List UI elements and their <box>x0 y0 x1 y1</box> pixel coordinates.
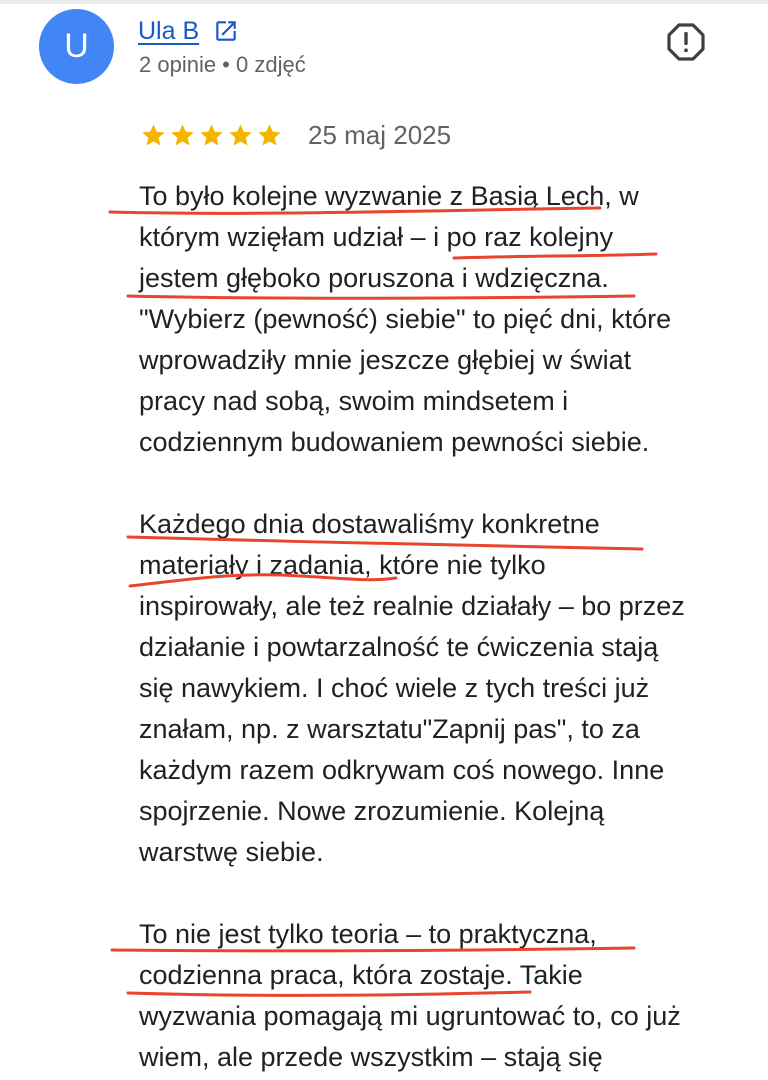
review-text <box>139 176 739 1078</box>
review-line: "Wybierz (pewność) siebie" to pięć dni, które <box>139 304 672 334</box>
star-icon <box>227 122 254 149</box>
review-line: działanie i powtarzalność te ćwiczenia stają <box>139 632 659 662</box>
paragraph-gap <box>139 873 739 914</box>
review-line: inspirowały, ale też realnie działały – bo przez <box>139 591 685 621</box>
review-paragraph <box>139 504 739 873</box>
review-line: Każdego dnia dostawaliśmy konkretne <box>139 509 600 539</box>
review-line: To było kolejne wyzwanie z Basią Lech, w <box>139 181 639 211</box>
review-line: wyzwania pomagają mi ugruntować to, co już <box>139 1001 681 1031</box>
reviewer-header <box>138 14 239 48</box>
rating-row <box>140 120 451 151</box>
paragraph-gap <box>139 463 739 504</box>
star-icon <box>256 122 283 149</box>
star-icon <box>169 122 196 149</box>
review-line: znałam, np. z warsztatu"Zapnij pas", to za <box>139 714 640 744</box>
reviewer-stats: 2 opinie • 0 zdjęć <box>139 52 306 77</box>
star-rating <box>140 122 283 149</box>
star-icon <box>198 122 225 149</box>
review-line: pracy nad sobą, swoim mindsetem i <box>139 386 569 416</box>
review-paragraph <box>139 914 739 1078</box>
external-link-icon[interactable] <box>213 18 239 44</box>
review-line: wprowadziły mnie jeszcze głębiej w świat <box>139 345 632 375</box>
review-line: każdym razem odkrywam coś nowego. Inne <box>139 755 665 785</box>
review-line: codzienna praca, która zostaje. Takie <box>139 960 583 990</box>
review-line: wiem, ale przede wszystkim – stają się <box>139 1042 603 1072</box>
review-date: 25 maj 2025 <box>308 120 452 150</box>
review-line: którym wzięłam udział – i po raz kolejny <box>139 222 614 252</box>
review-line: warstwę siebie. <box>139 837 324 867</box>
report-octagon-icon[interactable] <box>666 22 706 62</box>
review-line: To nie jest tylko teoria – to praktyczna, <box>139 919 597 949</box>
top-edge-divider <box>0 0 768 4</box>
review-paragraph <box>139 176 739 463</box>
review-line: materiały i zadania, które nie tylko <box>139 550 546 580</box>
avatar[interactable]: U <box>39 9 114 84</box>
review-line: się nawykiem. I choć wiele z tych treści już <box>139 673 650 703</box>
review-line: spojrzenie. Nowe zrozumienie. Kolejną <box>139 796 605 826</box>
reviewer-name-link[interactable]: Ula B <box>138 16 200 45</box>
review-line: jestem głęboko poruszona i wdzięczna. <box>139 263 609 293</box>
review-line: codziennym budowaniem pewności siebie. <box>139 427 650 457</box>
star-icon <box>140 122 167 149</box>
